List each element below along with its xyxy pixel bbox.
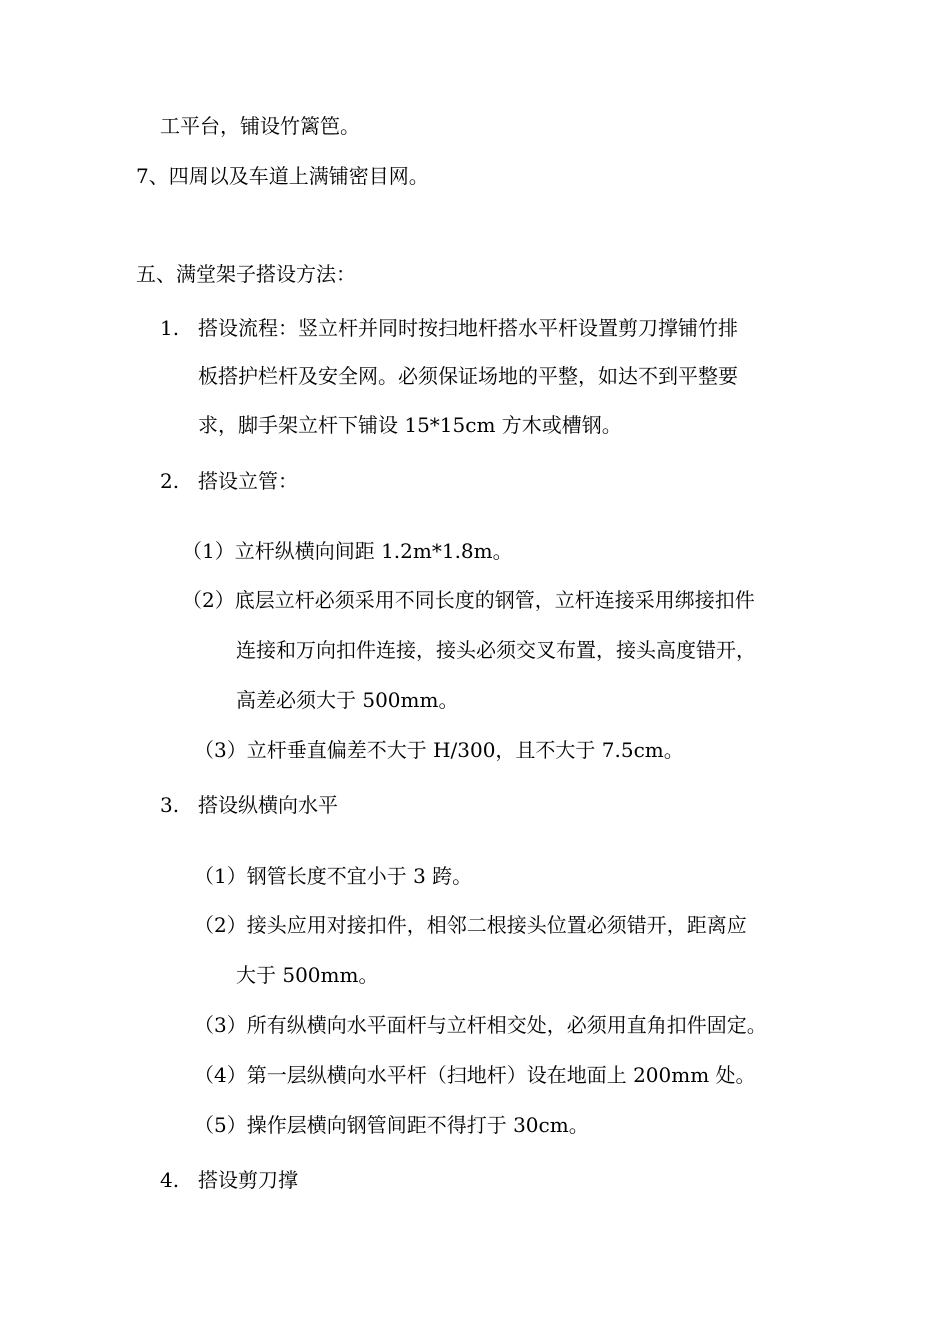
continuation-line: 工平台，铺设竹篱笆。 <box>160 114 360 138</box>
step-1-number: 1. <box>160 316 180 340</box>
step-3-sub-2-line-2: 大于 500mm。 <box>236 963 379 987</box>
step-2-title: 搭设立管： <box>198 469 298 493</box>
step-2-number: 2. <box>160 469 180 493</box>
step-3-sub-3: （3）所有纵横向水平面杆与立杆相交处，必须用直角扣件固定。 <box>194 1013 767 1037</box>
item-7: 7、四周以及车道上满铺密目网。 <box>136 164 429 188</box>
step-2-sub-1: （1）立杆纵横向间距 1.2m*1.8m。 <box>182 539 513 563</box>
step-2-sub-3: （3）立杆垂直偏差不大于 H/300，且不大于 7.5cm。 <box>194 738 684 762</box>
step-4-number: 4. <box>160 1168 180 1192</box>
step-1-line-3: 求，脚手架立杆下铺设 15*15cm 方木或槽钢。 <box>198 413 622 437</box>
step-4-title: 搭设剪刀撑 <box>198 1168 298 1192</box>
step-2-sub-2-line-1: （2）底层立杆必须采用不同长度的钢管，立杆连接采用绑接扣件 <box>182 588 755 612</box>
section-heading: 五、满堂架子搭设方法： <box>136 262 356 286</box>
step-2-sub-2-line-3: 高差必须大于 500mm。 <box>236 688 459 712</box>
step-1-line-1: 搭设流程：竖立杆并同时按扫地杆搭水平杆设置剪刀撑铺竹排 <box>198 316 738 340</box>
step-3-sub-1: （1）钢管长度不宜小于 3 跨。 <box>194 864 473 888</box>
step-3-sub-2-line-1: （2）接头应用对接扣件，相邻二根接头位置必须错开，距离应 <box>194 913 747 937</box>
step-3-number: 3. <box>160 793 180 817</box>
step-3-sub-4: （4）第一层纵横向水平杆（扫地杆）设在地面上 200mm 处。 <box>194 1063 756 1087</box>
step-1-line-2: 板搭护栏杆及安全网。必须保证场地的平整，如达不到平整要 <box>198 364 738 388</box>
step-3-title: 搭设纵横向水平 <box>198 793 338 817</box>
step-2-sub-2-line-2: 连接和万向扣件连接，接头必须交叉布置，接头高度错开， <box>236 638 756 662</box>
step-3-sub-5: （5）操作层横向钢管间距不得打于 30cm。 <box>194 1113 589 1137</box>
